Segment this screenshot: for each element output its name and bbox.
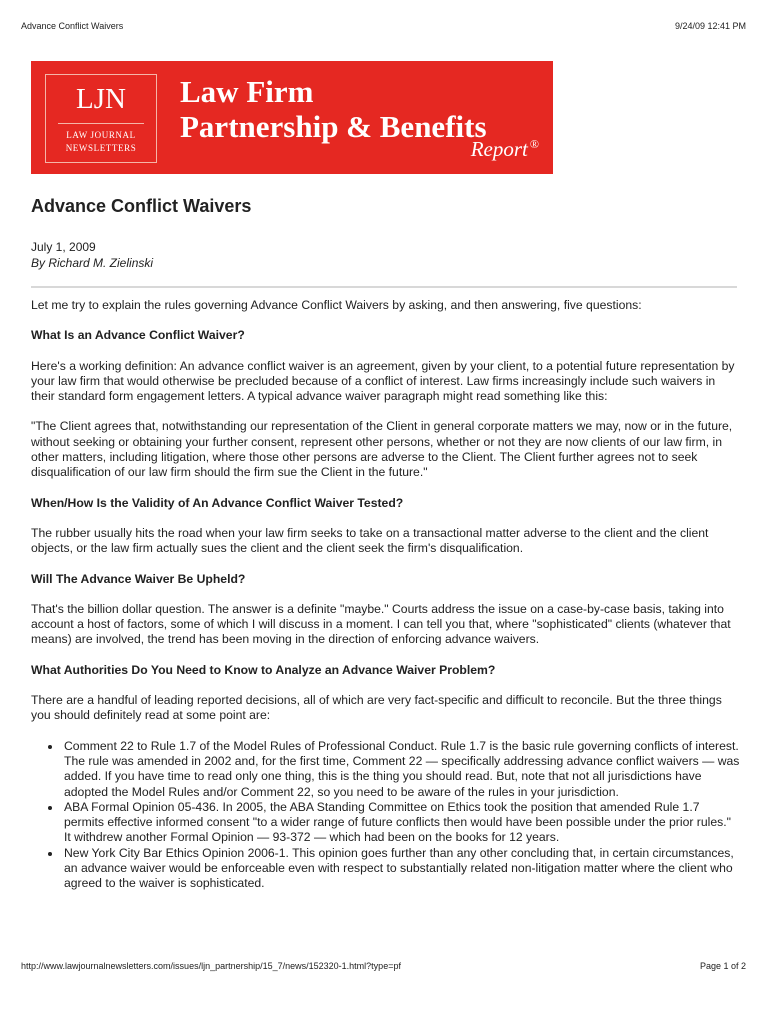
newsletter-title-line1: Law Firm: [180, 74, 314, 109]
logo-subtitle-line1: LAW JOURNAL: [66, 130, 136, 140]
list-item: • ABA Formal Opinion 05-436. In 2005, the ABA Standing Committee on Ethics took the position that amended Rule 1.7 permits effective informed consent "to a wider range of future conflicts then would have been possible under the prior rules." It withdrew another Formal Opinion — 93-372 — which had been on the books for 12 years.: [62, 800, 741, 846]
ljn-logo-mark: LJN: [76, 83, 126, 115]
question-3-heading: Will The Advance Waiver Be Upheld?: [31, 571, 246, 586]
list-item: • Comment 22 to Rule 1.7 of the Model Rules of Professional Conduct. Rule 1.7 is the basic rule governing conflicts of interest. The rule was amended in 2002 and, for the first time, Comment 22 — specifically addressing advance conflict waivers — was added. If you have time to read only one thing, this is the thing you should read. But, note that not all jurisdictions have adopted the Model Rules and/or Comment 22, so you need to be aware of the rules in your jurisdiction.: [62, 739, 741, 800]
ljn-logo-subtitle: [46, 129, 156, 155]
question-2-heading: When/How Is the Validity of An Advance Conflict Waiver Tested?: [31, 495, 404, 510]
registered-mark: ®: [529, 137, 539, 151]
logo-subtitle-line2: NEWSLETTERS: [65, 143, 137, 153]
question-1-heading: What Is an Advance Conflict Waiver?: [31, 328, 245, 343]
article-date: July 1, 2009: [31, 240, 96, 254]
ljn-logo: [45, 74, 157, 163]
sample-waiver-quote: "The Client agrees that, notwithstanding our representation of the Client in general corporate matters we may, now or in the future, without seeking or obtaining your further consent, represent other persons, whether or not they are now clients of our law firm, in other matters, including litigation, where those other persons are adverse to the Client. The Client further agrees not to seek disqualification of our law firm should the firm sue the Client in the future.": [31, 419, 733, 480]
logo-divider: [58, 123, 144, 124]
page-number: Page 1 of 2: [699, 961, 746, 971]
page-url: http://www.lawjournalnewsletters.com/issues/ljn_partnership/15_7/news/152320-1.html?type=pf: [21, 961, 401, 971]
authorities-list: [31, 739, 741, 892]
question-3-paragraph: That's the billion dollar question. The answer is a definite "maybe." Courts address the issue on a case-by-case basis, taking into account a host of factors, some of which I will discuss in a moment. I can tell you that, where "sophisticated" clients (whatever that means) are involved, the trend has been moving in the direction of enforcing advance waivers.: [31, 601, 731, 647]
report-word: Report: [470, 137, 528, 161]
article-body: [31, 298, 741, 892]
question-4-paragraph: There are a handful of leading reported decisions, all of which are very fact-specific and difficult to reconcile. But the three things you should definitely read at some point are:: [31, 693, 722, 723]
header-divider: [31, 286, 737, 288]
print-header-title: Advance Conflict Waivers: [21, 21, 124, 31]
newsletter-title: [180, 74, 487, 144]
newsletter-banner: [31, 61, 553, 174]
print-header-datetime: 9/24/09 12:41 PM: [674, 21, 746, 31]
intro-paragraph: Let me try to explain the rules governing Advance Conflict Waivers by asking, and then answering, five questions:: [31, 298, 642, 312]
article-meta: [31, 239, 153, 271]
question-2-paragraph: The rubber usually hits the road when your law firm seeks to take on a transactional matter adverse to the client and the client objects, or the law firm actually sues the client and the client seek the firm's disqualification.: [31, 525, 709, 556]
list-item: • New York City Bar Ethics Opinion 2006-1. This opinion goes further than any other concluding that, in certain circumstances, an advance waiver would be enforceable even with respect to substantially related non-litigation matter where the client who agreed to the waiver is sophisticated.: [62, 846, 741, 892]
question-4-heading: What Authorities Do You Need to Know to Analyze an Advance Waiver Problem?: [31, 662, 496, 677]
question-1-paragraph: Here's a working definition: An advance conflict waiver is an agreement, given by your client, to a potential future representation by your law firm that would otherwise be precluded because of a conflict of interest. Law firms increasingly include such waivers in their standard form engagement letters. A typical advance waiver paragraph might read something like this:: [31, 358, 735, 404]
article-byline: By Richard M. Zielinski: [31, 256, 154, 270]
newsletter-report-label: [471, 137, 539, 162]
newsletter-title-line2: Partnership & Benefits: [180, 109, 487, 144]
article-title: Advance Conflict Waivers: [31, 196, 252, 216]
